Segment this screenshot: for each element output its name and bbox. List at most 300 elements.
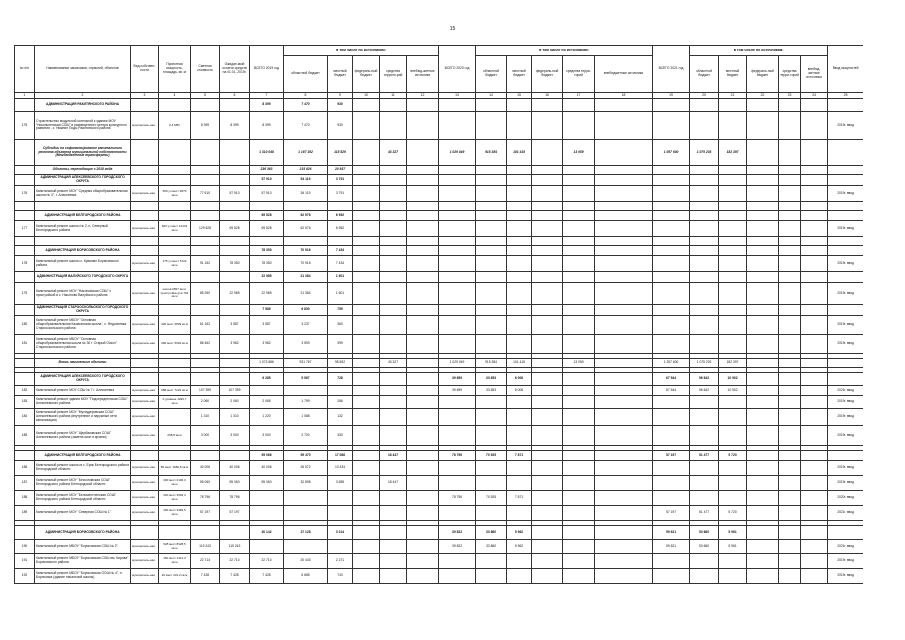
regional-2020-cell: [476, 396, 507, 409]
total-2020-cell: 78 796: [439, 491, 476, 506]
capacity-cell: [159, 211, 191, 221]
capacity-cell: [159, 202, 191, 211]
regional-2021-cell: [690, 335, 719, 354]
local-2020-cell: [507, 409, 532, 426]
capacity-cell: 660 уч.мест 10134 кв.м: [159, 221, 191, 237]
total-2020-cell: [439, 476, 476, 491]
territories-2020-cell: [563, 426, 595, 446]
object-name-cell: Капитальный ремонт МБОУ "Борисовская ООШ № 4", п. Борисовка (здание начальной школы): [35, 569, 131, 584]
estimated-cost-cell: [191, 175, 220, 186]
estimated-cost-cell: [191, 272, 220, 283]
table-row: [15, 221, 864, 237]
regional-2020-cell: [476, 283, 507, 305]
header-sources-2019: в том числе по источникам:: [284, 46, 439, 56]
regional-2019-cell: 1 088: [284, 409, 328, 426]
local-2021-cell: [719, 256, 747, 272]
local-2020-cell: 7 871: [507, 491, 532, 506]
local-2021-cell: [719, 272, 747, 283]
federal-2020-cell: [532, 540, 563, 554]
extrabudget-2020-cell: [595, 506, 653, 521]
total-2019-cell: 22 985: [250, 272, 284, 283]
federal-2019-cell: [353, 99, 380, 112]
local-2019-cell: 743: [328, 569, 353, 584]
estimated-cost-cell: 3 000: [191, 426, 220, 446]
total-2020-cell: [439, 426, 476, 446]
column-number-cell: 13: [439, 93, 476, 99]
capacity-cell: 330 мест 3502,3 кв.м: [159, 491, 191, 506]
column-number-cell: 5: [191, 93, 220, 99]
federal-2019-cell: [353, 409, 380, 426]
total-2019-cell: 8 399: [250, 99, 284, 112]
regional-2019-cell: [284, 202, 328, 211]
total-2020-cell: [439, 166, 476, 175]
total-2019-cell: 22 985: [250, 283, 284, 305]
extrabudget-2020-cell: [595, 540, 653, 554]
extrabudget-2020-cell: [595, 335, 653, 354]
estimated-cost-cell: 86 462: [191, 335, 220, 354]
regional-2021-cell: 53 660: [690, 540, 719, 554]
capacity-cell: 80 мест 1982,8 кв.м: [159, 461, 191, 476]
extrabudget-2020-cell: [595, 386, 653, 396]
total-2021-cell: 1 257 600: [653, 359, 690, 368]
column-number-cell: 6: [220, 93, 250, 99]
object-name-cell: АДМИНИСТРАЦИЯ БЕЛГОРОДСКОГО РАЙОНА: [35, 211, 131, 221]
federal-2020-cell: [532, 359, 563, 368]
federal-2020-cell: [532, 316, 563, 335]
extrabudget-2019-cell: [407, 451, 439, 461]
ownership-cell: [131, 140, 159, 166]
table-row: [15, 491, 864, 506]
subtotal-row: [15, 166, 864, 175]
federal-2021-cell: [747, 237, 779, 246]
commissioning-note-cell: 2019г. ввод: [828, 461, 863, 476]
federal-2019-cell: [353, 506, 380, 521]
expected-remainder-cell: 119 243: [220, 540, 250, 554]
commissioning-note-cell: 2019г. ввод: [828, 476, 863, 491]
local-2021-cell: [719, 246, 747, 256]
federal-2021-cell: [747, 491, 779, 506]
territories-2019-cell: [380, 491, 407, 506]
section-row: [15, 99, 864, 112]
extrabudget-2021-cell: [801, 396, 828, 409]
total-2021-cell: [653, 316, 690, 335]
extrabudget-2019-cell: [407, 506, 439, 521]
federal-2021-cell: [747, 386, 779, 396]
territories-2021-cell: [779, 211, 801, 221]
total-2021-cell: [653, 237, 690, 246]
total-2020-cell: [439, 99, 476, 112]
federal-2021-cell: [747, 221, 779, 237]
object-name-cell: АДМИНИСТРАЦИЯ БОРИСОВСКОГО РАЙОНА: [35, 526, 131, 540]
object-name-cell: Капитальный ремонт МОУ "Насоновская СОШ" с пристройкой в с. Насоново Валуйского района: [35, 283, 131, 305]
federal-2020-cell: [532, 491, 563, 506]
row-number-cell: [15, 237, 35, 246]
federal-2021-cell: [747, 409, 779, 426]
header-capacity-commissioning: Ввод мощностей: [828, 46, 863, 93]
total-2019-cell: [250, 491, 284, 506]
regional-2021-cell: [690, 409, 719, 426]
total-2020-cell: 39 822: [439, 526, 476, 540]
object-name-cell: Капитальный ремонт МОУ "Средняя общеобразовательная школа № 3", г. Алексеевка: [35, 186, 131, 202]
regional-2021-cell: 51 477: [690, 451, 719, 461]
federal-2020-cell: [532, 461, 563, 476]
extrabudget-2020-cell: [595, 283, 653, 305]
header-estimated-cost: Сметная стоимость: [191, 46, 220, 93]
local-2021-cell: [719, 396, 747, 409]
extrabudget-2019-cell: [407, 246, 439, 256]
commissioning-note-cell: 2021г. ввод: [828, 386, 863, 396]
territories-2019-cell: [380, 166, 407, 175]
federal-2019-cell: [353, 396, 380, 409]
total-2021-cell: [653, 112, 690, 140]
territories-2021-cell: [779, 166, 801, 175]
regional-2019-cell: 26 572: [284, 461, 328, 476]
regional-2019-cell: [284, 506, 328, 521]
regional-2019-cell: 215 626: [284, 166, 328, 175]
federal-2019-cell: [353, 175, 380, 186]
estimated-cost-cell: [191, 373, 220, 386]
regional-2019-cell: 54 119: [284, 186, 328, 202]
estimated-cost-cell: 61 162: [191, 316, 220, 335]
extrabudget-2021-cell: [801, 202, 828, 211]
territories-2021-cell: [779, 335, 801, 354]
regional-2019-cell: [284, 237, 328, 246]
local-2020-cell: [507, 461, 532, 476]
row-number-cell: 175: [15, 112, 35, 140]
commissioning-note-cell: [828, 237, 863, 246]
federal-2020-cell: [532, 272, 563, 283]
regional-2020-cell: [476, 476, 507, 491]
ownership-cell: муниципаль-ная: [131, 112, 159, 140]
commissioning-note-cell: [828, 211, 863, 221]
regional-2020-cell: 915 384: [476, 359, 507, 368]
territories-2020-cell: [563, 396, 595, 409]
expected-remainder-cell: 78 796: [220, 491, 250, 506]
regional-2021-cell: [690, 202, 719, 211]
extrabudget-2019-cell: [407, 426, 439, 446]
object-name-cell: Капитальный ремонт МОУ "Северная СОШ № 1": [35, 506, 131, 521]
regional-2019-cell: 21 384: [284, 272, 328, 283]
regional-2021-cell: [690, 99, 719, 112]
total-2019-cell: 1 310 048: [250, 140, 284, 166]
federal-2019-cell: [353, 246, 380, 256]
expected-remainder-cell: 69 528: [220, 221, 250, 237]
extrabudget-2019-cell: [407, 112, 439, 140]
regional-2020-cell: [476, 202, 507, 211]
extrabudget-2020-cell: [595, 211, 653, 221]
table-row: [15, 283, 864, 305]
territories-2019-cell: [380, 175, 407, 186]
territories-2020-cell: [563, 569, 595, 584]
table-row: [15, 186, 864, 202]
row-number-cell: [15, 272, 35, 283]
row-number-cell: [15, 305, 35, 316]
federal-2021-cell: [747, 202, 779, 211]
capacity-cell: 688 мест 7222 кв.м: [159, 386, 191, 396]
federal-2020-cell: [532, 140, 563, 166]
local-2019-cell: 3 655: [328, 476, 353, 491]
column-number-cell: 25: [828, 93, 863, 99]
capacity-cell: [159, 246, 191, 256]
local-2021-cell: [719, 283, 747, 305]
extrabudget-2021-cell: [801, 426, 828, 446]
object-name-cell: АДМИНИСТРАЦИЯ АЛЕКСЕЕВСКОГО ГОРОДСКОГО ОКРУГА: [35, 175, 131, 186]
federal-2019-cell: [353, 386, 380, 396]
ownership-cell: [131, 246, 159, 256]
regional-2021-cell: [690, 221, 719, 237]
capacity-cell: 600 мест 5094 кв.м: [159, 335, 191, 354]
total-2021-cell: [653, 211, 690, 221]
local-2019-cell: 266: [328, 396, 353, 409]
territories-2020-cell: [563, 166, 595, 175]
expected-remainder-cell: 8 399: [220, 112, 250, 140]
total-2020-cell: 1 029 049: [439, 140, 476, 166]
row-number-cell: 188: [15, 491, 35, 506]
capacity-cell: школа 6657 кв.м; пристройка для 794 кв.м: [159, 283, 191, 305]
capacity-cell: 528 мест 8328,5 кв.м: [159, 540, 191, 554]
federal-2020-cell: [532, 186, 563, 202]
ownership-cell: [131, 305, 159, 316]
local-2020-cell: [507, 256, 532, 272]
section-row: [15, 246, 864, 256]
table-row: [15, 569, 864, 584]
row-number-cell: 184: [15, 409, 35, 426]
local-2020-cell: [507, 476, 532, 491]
local-2019-cell: 399: [328, 335, 353, 354]
estimated-cost-cell: 40 006: [191, 461, 220, 476]
table-row: [15, 316, 864, 335]
extrabudget-2021-cell: [801, 221, 828, 237]
extrabudget-2021-cell: [801, 246, 828, 256]
regional-2020-cell: [476, 426, 507, 446]
extrabudget-2020-cell: [595, 112, 653, 140]
row-number-cell: [15, 359, 35, 368]
total-2020-cell: [439, 316, 476, 335]
federal-2021-cell: [747, 476, 779, 491]
row-number-cell: [15, 166, 35, 175]
federal-2020-cell: [532, 426, 563, 446]
total-2021-cell: [653, 396, 690, 409]
federal-2019-cell: [353, 526, 380, 540]
territories-2021-cell: [779, 359, 801, 368]
estimated-cost-cell: 119 243: [191, 540, 220, 554]
regional-2021-cell: [690, 283, 719, 305]
row-number-cell: 181: [15, 335, 35, 354]
regional-2020-cell: [476, 506, 507, 521]
total-2021-cell: [653, 256, 690, 272]
territories-2021-cell: [779, 476, 801, 491]
total-2021-cell: [653, 305, 690, 316]
total-2021-cell: 59 621: [653, 540, 690, 554]
total-2021-cell: [653, 166, 690, 175]
total-2019-cell: 78 350: [250, 246, 284, 256]
column-number-cell: 15: [507, 93, 532, 99]
ownership-cell: муниципаль-ная: [131, 396, 159, 409]
federal-2019-cell: [353, 186, 380, 202]
territories-2019-cell: [380, 237, 407, 246]
ownership-cell: муниципаль-ная: [131, 409, 159, 426]
row-number-cell: 186: [15, 461, 35, 476]
local-2019-cell: 1 601: [328, 272, 353, 283]
territories-2019-cell: [380, 186, 407, 202]
table-row: [15, 335, 864, 354]
header-ownership: Вид собствен-ности: [131, 46, 159, 93]
commissioning-note-cell: [828, 272, 863, 283]
federal-2019-cell: [353, 256, 380, 272]
total-2020-cell: [439, 211, 476, 221]
expected-remainder-cell: 55 060: [220, 476, 250, 491]
header-extrabudget-2019: внебюд-жетные источники: [407, 56, 439, 93]
column-number-cell: 12: [407, 93, 439, 99]
local-2020-cell: 101 415: [507, 140, 532, 166]
territories-2021-cell: [779, 540, 801, 554]
extrabudget-2019-cell: [407, 272, 439, 283]
local-2019-cell: [328, 386, 353, 396]
estimated-cost-cell: 85 250: [191, 283, 220, 305]
total-2019-cell: 57 910: [250, 175, 284, 186]
territories-2021-cell: [779, 396, 801, 409]
regional-2020-cell: [476, 409, 507, 426]
extrabudget-2020-cell: [595, 272, 653, 283]
local-2021-cell: [719, 175, 747, 186]
section-row: [15, 272, 864, 283]
regional-2019-cell: 20 443: [284, 554, 328, 569]
total-2020-cell: [439, 272, 476, 283]
expected-remainder-cell: [220, 237, 250, 246]
regional-2021-cell: 56 642: [690, 386, 719, 396]
local-2020-cell: 101 415: [507, 359, 532, 368]
territories-2020-cell: [563, 491, 595, 506]
territories-2019-cell: [380, 211, 407, 221]
federal-2021-cell: [747, 569, 779, 584]
commissioning-note-cell: [828, 246, 863, 256]
estimated-cost-cell: 107 399: [191, 386, 220, 396]
estimated-cost-cell: [191, 237, 220, 246]
total-2019-cell: [250, 506, 284, 521]
estimated-cost-cell: 129 528: [191, 221, 220, 237]
row-number-cell: [15, 246, 35, 256]
table-row: [15, 386, 864, 396]
extrabudget-2020-cell: [595, 221, 653, 237]
territories-2021-cell: [779, 112, 801, 140]
regional-2021-cell: 1 075 203: [690, 140, 719, 166]
extrabudget-2019-cell: [407, 283, 439, 305]
extrabudget-2021-cell: [801, 491, 828, 506]
territories-2020-cell: [563, 451, 595, 461]
federal-2021-cell: [747, 305, 779, 316]
territories-2021-cell: [779, 316, 801, 335]
regional-2021-cell: [690, 554, 719, 569]
extrabudget-2021-cell: [801, 256, 828, 272]
object-name-cell: Объекты, переходящие с 2018 года: [35, 166, 131, 175]
regional-2019-cell: 931 767: [284, 359, 328, 368]
total-2019-cell: 2 065: [250, 396, 284, 409]
regional-2021-cell: [690, 396, 719, 409]
row-number-cell: [15, 373, 35, 386]
extrabudget-2021-cell: [801, 186, 828, 202]
federal-2020-cell: [532, 396, 563, 409]
estimated-cost-cell: [191, 211, 220, 221]
local-2019-cell: 3 791: [328, 186, 353, 202]
header-capacity: Проектная мощность, площадь, кв. м: [159, 46, 191, 93]
estimated-cost-cell: 57 197: [191, 506, 220, 521]
commissioning-note-cell: 2020г. ввод: [828, 491, 863, 506]
regional-2019-cell: 70 916: [284, 246, 328, 256]
regional-2021-cell: [690, 237, 719, 246]
ownership-cell: муниципаль-ная: [131, 540, 159, 554]
capacity-cell: [159, 451, 191, 461]
federal-2021-cell: [747, 99, 779, 112]
federal-2020-cell: [532, 99, 563, 112]
page-number: 15: [449, 26, 456, 32]
spacer-row: [15, 202, 864, 211]
territories-2019-cell: [380, 386, 407, 396]
capacity-cell: [159, 373, 191, 386]
territories-2019-cell: [380, 373, 407, 386]
total-row: [15, 359, 864, 368]
object-name-cell: Капитальный ремонт школы с. Крюково Борисовского района: [35, 256, 131, 272]
territories-2019-cell: 43 327: [380, 359, 407, 368]
row-number-cell: 177: [15, 221, 35, 237]
territories-2019-cell: [380, 396, 407, 409]
regional-2019-cell: 7 470: [284, 112, 328, 140]
extrabudget-2021-cell: [801, 526, 828, 540]
territories-2021-cell: [779, 221, 801, 237]
expected-remainder-cell: 40 006: [220, 461, 250, 476]
total-2019-cell: 69 528: [250, 221, 284, 237]
expected-remainder-cell: 2 060: [220, 396, 250, 409]
territories-2019-cell: [380, 99, 407, 112]
total-2020-cell: [439, 569, 476, 584]
extrabudget-2019-cell: [407, 359, 439, 368]
capacity-cell: 268,8 кв.м: [159, 426, 191, 446]
territories-2020-cell: [563, 526, 595, 540]
regional-2019-cell: 59 470: [284, 451, 328, 461]
territories-2019-cell: [380, 426, 407, 446]
regional-2021-cell: [690, 246, 719, 256]
total-2019-cell: 8 399: [250, 112, 284, 140]
commissioning-note-cell: [828, 359, 863, 368]
territories-2021-cell: [779, 305, 801, 316]
local-2020-cell: [507, 221, 532, 237]
object-name-cell: Капитальный ремонт МОУ "Щербаковская СОШ" Алексеевского района (замена окон и кровли): [35, 426, 131, 446]
estimated-cost-cell: [191, 451, 220, 461]
total-2020-cell: 1 029 049: [439, 359, 476, 368]
expected-remainder-cell: [220, 140, 250, 166]
federal-2021-cell: [747, 186, 779, 202]
object-name-cell: Капитальный ремонт здания МОУ "Подсередненская СОШ" Алексеевского района: [35, 396, 131, 409]
estimated-cost-cell: 77 610: [191, 186, 220, 202]
federal-2021-cell: [747, 335, 779, 354]
row-number-cell: 176: [15, 186, 35, 202]
row-number-cell: [15, 99, 35, 112]
investment-program-table-sheet: [14, 45, 863, 640]
object-name-cell: Капитальный ремонт МБОУ "Основная общеобразовательная школа № 30 г. Старый Оскол" Старооскольского района: [35, 335, 131, 354]
expected-remainder-cell: [220, 272, 250, 283]
regional-2019-cell: 62 576: [284, 211, 328, 221]
territories-2020-cell: [563, 175, 595, 186]
federal-2019-cell: [353, 540, 380, 554]
local-2020-cell: 5 962: [507, 526, 532, 540]
local-2021-cell: [719, 99, 747, 112]
object-name-cell: [35, 237, 131, 246]
extrabudget-2021-cell: [801, 569, 828, 584]
commissioning-note-cell: 2019г. ввод: [828, 256, 863, 272]
estimated-cost-cell: [191, 359, 220, 368]
header-territories-2019: средства террито-рий: [380, 56, 407, 93]
local-2019-cell: 98 592: [328, 359, 353, 368]
capacity-cell: [159, 175, 191, 186]
